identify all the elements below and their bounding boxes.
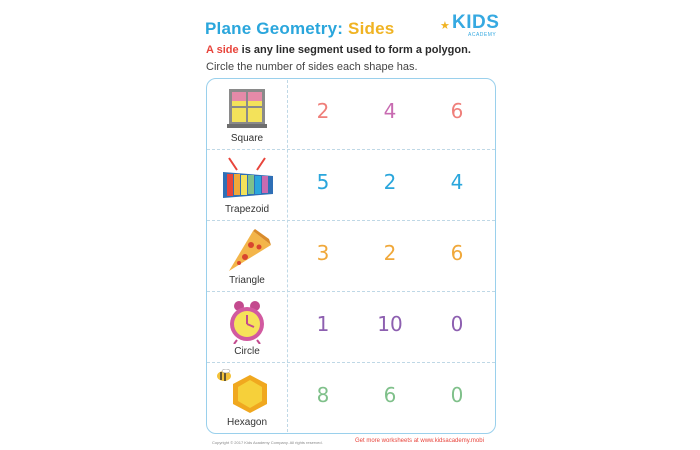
answer-option[interactable]: 8 bbox=[316, 383, 330, 407]
shape-label: Trapezoid bbox=[224, 204, 270, 215]
title-main: Plane Geometry: bbox=[205, 19, 344, 38]
answer-option[interactable]: 1 bbox=[316, 312, 330, 336]
star-icon: ★ bbox=[440, 20, 450, 32]
pizza-slice-icon bbox=[217, 227, 277, 273]
shape-row-trapezoid bbox=[207, 150, 495, 221]
shape-cell bbox=[207, 150, 287, 221]
shape-row-square bbox=[207, 79, 495, 150]
answer-option[interactable]: 4 bbox=[383, 99, 397, 123]
xylophone-icon bbox=[217, 156, 277, 202]
answer-option[interactable]: 6 bbox=[450, 241, 464, 265]
honeycomb-bee-icon bbox=[217, 369, 277, 415]
answer-option[interactable]: 6 bbox=[450, 99, 464, 123]
answer-option[interactable]: 3 bbox=[316, 241, 330, 265]
logo-text: KIDS bbox=[452, 12, 500, 33]
website-link[interactable]: Get more worksheets at www.kidsacademy.mobi bbox=[355, 438, 484, 444]
shape-cell bbox=[207, 292, 287, 363]
kids-academy-logo bbox=[438, 10, 504, 40]
title-accent: Sides bbox=[348, 19, 395, 38]
shape-row-hexagon bbox=[207, 363, 495, 434]
shape-label: Square bbox=[230, 133, 264, 144]
copyright-text: Copyright © 2017 Kids Academy Company. All rights reserved. bbox=[212, 440, 323, 445]
answer-option[interactable]: 2 bbox=[383, 170, 397, 194]
definition-text bbox=[206, 44, 471, 56]
answer-option[interactable]: 2 bbox=[383, 241, 397, 265]
answer-option[interactable]: 0 bbox=[450, 383, 464, 407]
answer-option[interactable]: 6 bbox=[383, 383, 397, 407]
window-icon bbox=[217, 85, 277, 131]
alarm-clock-icon bbox=[217, 298, 277, 344]
definition-article: A bbox=[206, 44, 217, 56]
shape-label: Triangle bbox=[229, 275, 265, 286]
instruction-text: Circle the number of sides each shape has. bbox=[206, 61, 418, 73]
shape-label: Hexagon bbox=[226, 417, 268, 428]
page-title bbox=[205, 19, 394, 39]
shape-label: Circle bbox=[234, 346, 260, 357]
definition-rest: is any line segment used to form a polygon. bbox=[238, 44, 471, 56]
shape-cell bbox=[207, 221, 287, 292]
answer-option[interactable]: 5 bbox=[316, 170, 330, 194]
shape-cell bbox=[207, 79, 287, 150]
shape-row-circle bbox=[207, 292, 495, 363]
shape-cell bbox=[207, 363, 287, 434]
shape-row-triangle bbox=[207, 221, 495, 292]
answer-option[interactable]: 4 bbox=[450, 170, 464, 194]
definition-keyword: side bbox=[216, 44, 239, 56]
answer-option[interactable]: 2 bbox=[316, 99, 330, 123]
answer-option[interactable]: 0 bbox=[450, 312, 464, 336]
answer-option[interactable]: 10 bbox=[377, 312, 403, 336]
logo-subtext: ACADEMY bbox=[468, 32, 497, 38]
